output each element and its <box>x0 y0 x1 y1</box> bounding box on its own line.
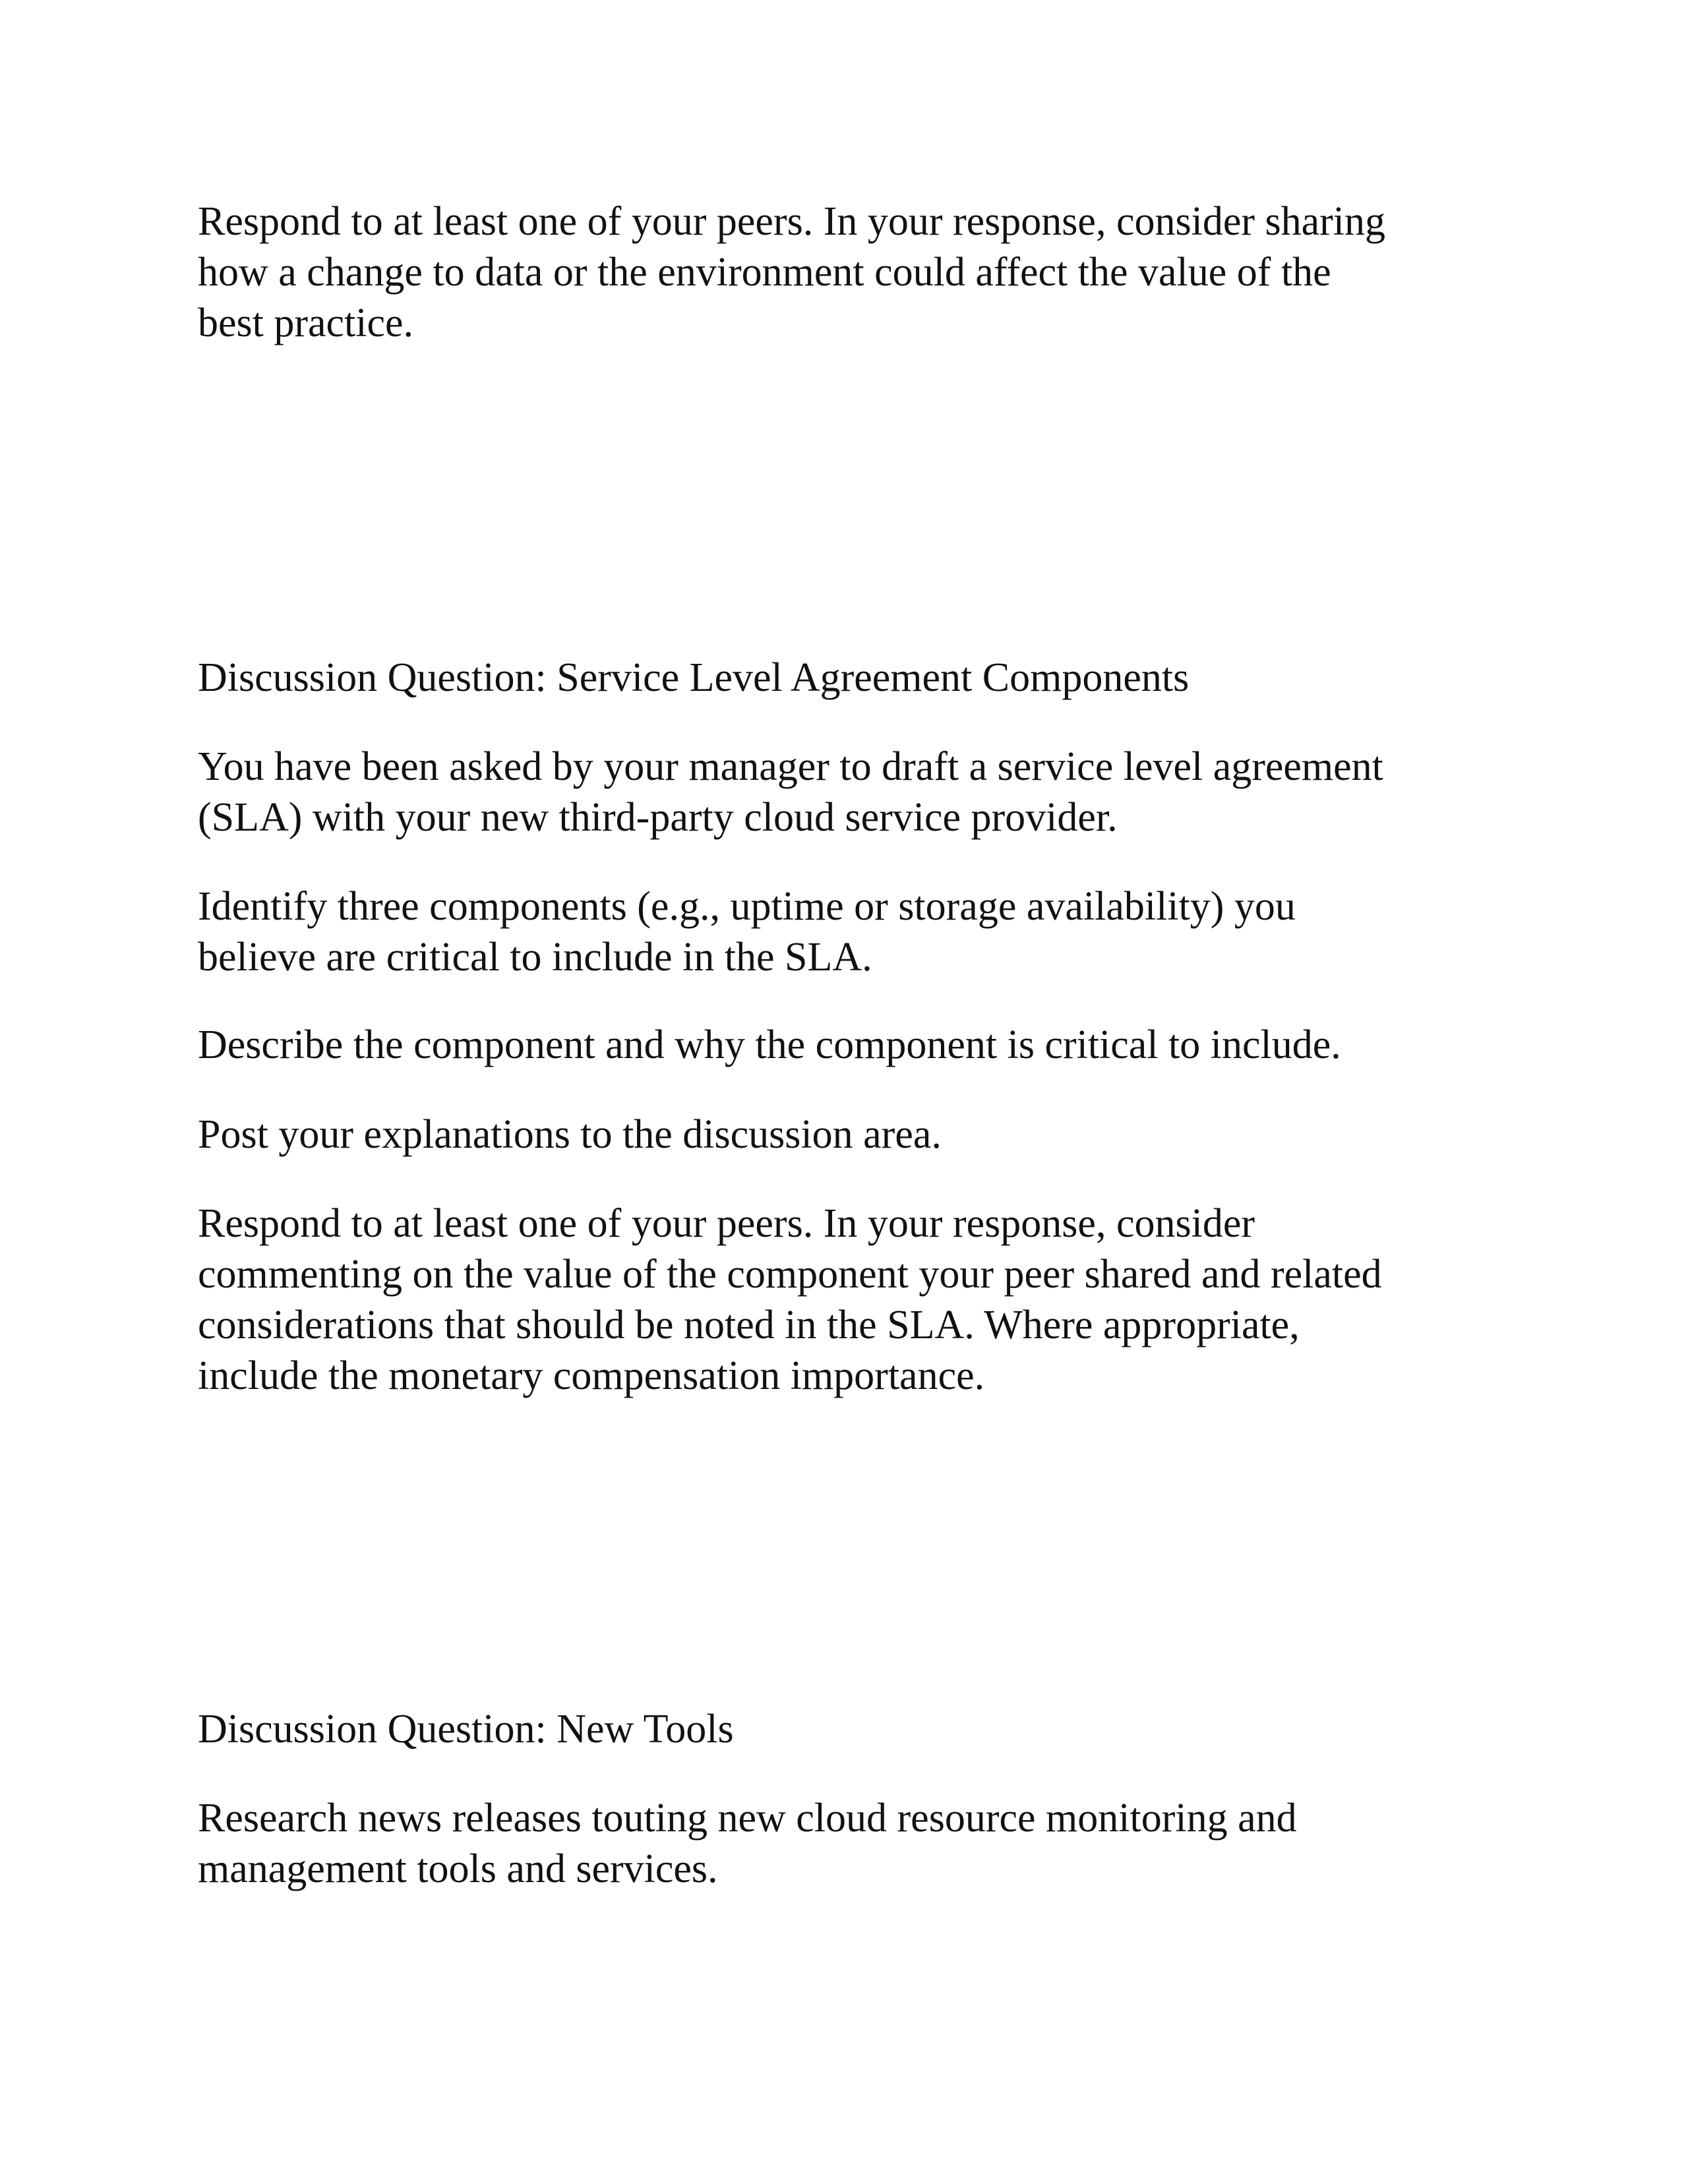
text-line: Post your explanations to the discussion area. <box>198 1112 942 1157</box>
text-line: best practice. <box>198 301 414 345</box>
text-line: include the monetary compensation importance. <box>198 1353 985 1398</box>
sla-identify-paragraph <box>198 881 1296 983</box>
tools-research-paragraph <box>198 1793 1297 1895</box>
text-line: Identify three components (e.g., uptime or storage availability) you <box>198 884 1296 929</box>
heading-text: Discussion Question: Service Level Agreement Components <box>198 655 1190 700</box>
intro-respond-paragraph <box>198 196 1385 349</box>
text-line: commenting on the value of the component your peer shared and related <box>198 1252 1382 1297</box>
sla-heading <box>198 653 1189 703</box>
sla-prompt-paragraph <box>198 742 1383 843</box>
text-line: Research news releases touting new cloud resource monitoring and <box>198 1796 1297 1841</box>
sla-post-paragraph <box>198 1109 942 1160</box>
heading-text: Discussion Question: New Tools <box>198 1707 734 1752</box>
text-line: Respond to at least one of your peers. In your response, consider <box>198 1201 1255 1246</box>
tools-heading <box>198 1704 734 1755</box>
text-line: considerations that should be noted in the SLA. Where appropriate, <box>198 1303 1300 1347</box>
text-line: Respond to at least one of your peers. In your response, consider sharing <box>198 199 1385 244</box>
text-line: how a change to data or the environment could affect the value of the <box>198 250 1331 295</box>
text-line: management tools and services. <box>198 1846 718 1891</box>
text-line: believe are critical to include in the SLA. <box>198 935 872 980</box>
text-line: Describe the component and why the component is critical to include. <box>198 1022 1341 1067</box>
text-line: (SLA) with your new third-party cloud service provider. <box>198 795 1118 840</box>
text-line: You have been asked by your manager to draft a service level agreement <box>198 744 1383 789</box>
sla-describe-paragraph <box>198 1020 1341 1071</box>
sla-respond-paragraph <box>198 1198 1382 1402</box>
